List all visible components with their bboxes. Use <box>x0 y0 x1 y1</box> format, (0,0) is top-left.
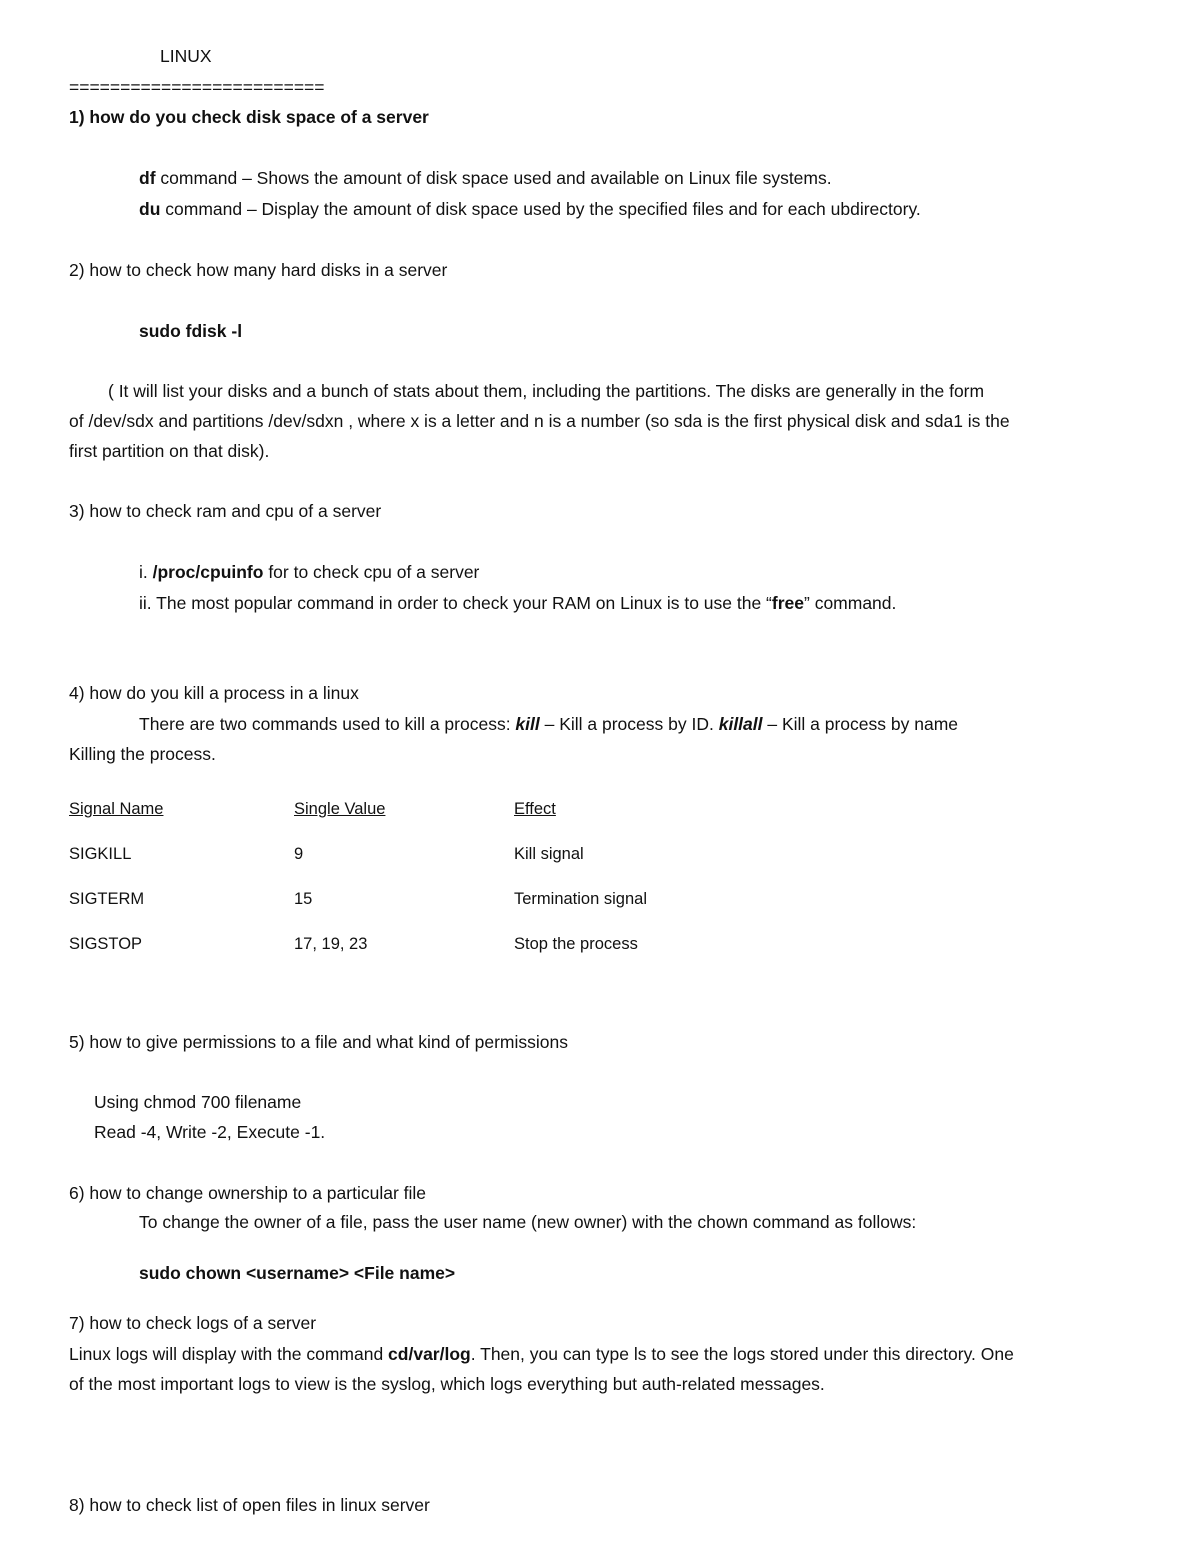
q3-item-1-command: /proc/cpuinfo <box>152 562 264 582</box>
q3-item-2-command: free <box>771 593 804 613</box>
table-cell: Termination signal <box>514 890 647 908</box>
q1-df-line <box>139 167 832 189</box>
q1-df-command: df <box>139 168 156 188</box>
q3-item-2-prefix: ii. The most popular command in order to check your RAM on Linux is to use the “ <box>139 593 772 613</box>
separator-line: ========================= <box>69 77 325 97</box>
question-7: 7) how to check logs of a server <box>69 1313 317 1333</box>
q3-item-2 <box>139 592 896 614</box>
table-cell: SIGSTOP <box>69 935 143 953</box>
question-3: 3) how to check ram and cpu of a server <box>69 501 382 521</box>
table-cell: 17, 19, 23 <box>294 935 368 953</box>
document-title: LINUX <box>160 46 212 66</box>
table-header-effect: Effect <box>514 800 556 818</box>
q3-item-2-suffix: ” command. <box>804 593 897 613</box>
q7-line-2: of the most important logs to view is the syslog, which logs everything but auth-related messages. <box>69 1374 825 1394</box>
q7-line-1 <box>69 1343 1014 1365</box>
table-cell: 15 <box>294 890 313 908</box>
q4-intro-text-a: There are two commands used to kill a process: <box>139 714 516 734</box>
table-cell: SIGKILL <box>69 845 132 863</box>
question-5: 5) how to give permissions to a file and what kind of permissions <box>69 1032 568 1052</box>
q6-description: To change the owner of a file, pass the user name (new owner) with the chown command as follows: <box>139 1212 917 1232</box>
question-8: 8) how to check list of open files in linux server <box>69 1495 430 1515</box>
question-1: 1) how do you check disk space of a server <box>69 107 429 127</box>
table-cell: Kill signal <box>514 845 584 863</box>
table-cell: SIGTERM <box>69 890 145 908</box>
q5-line-2: Read -4, Write -2, Execute -1. <box>94 1122 326 1142</box>
q2-note-line-1: ( It will list your disks and a bunch of stats about them, including the partitions. The disks are generally in the form <box>108 381 985 401</box>
q1-du-line <box>139 198 921 220</box>
q5-line-1: Using chmod 700 filename <box>94 1092 302 1112</box>
table-cell: Stop the process <box>514 935 638 953</box>
q3-item-1 <box>139 561 479 583</box>
q4-intro-line-2: Killing the process. <box>69 744 216 764</box>
q2-note-line-2: of /dev/sdx and partitions /dev/sdxn , where x is a letter and n is a number (so sda is the first physical disk and sda1 is the <box>69 411 1010 431</box>
table-cell: 9 <box>294 845 304 863</box>
q2-command: sudo fdisk -l <box>139 321 243 341</box>
table-header-signal-name: Signal Name <box>69 800 164 818</box>
q1-df-description: command – Shows the amount of disk space used and available on Linux file systems. <box>155 168 832 188</box>
q3-item-1-text: for to check cpu of a server <box>263 562 480 582</box>
q7-line-1-text-a: Linux logs will display with the command <box>69 1344 389 1364</box>
q4-killall-command: killall <box>718 714 763 734</box>
question-4: 4) how do you kill a process in a linux <box>69 683 359 703</box>
q4-kill-command: kill <box>515 714 540 734</box>
q1-du-description: command – Display the amount of disk space used by the specified files and for each ubdirectory. <box>160 199 921 219</box>
q6-command: sudo chown <username> <File name> <box>139 1263 456 1283</box>
question-6: 6) how to change ownership to a particular file <box>69 1183 427 1203</box>
q3-item-1-prefix: i. <box>139 562 153 582</box>
question-2: 2) how to check how many hard disks in a server <box>69 260 448 280</box>
q2-note-line-3: first partition on that disk). <box>69 441 270 461</box>
table-header-single-value: Single Value <box>294 800 386 818</box>
q7-command: cd/var/log <box>388 1344 471 1364</box>
q7-line-1-text-b: . Then, you can type ls to see the logs stored under this directory. One <box>470 1344 1014 1364</box>
q4-intro <box>139 713 958 735</box>
q4-intro-text-b: – Kill a process by ID. <box>539 714 719 734</box>
q4-intro-text-c: – Kill a process by name <box>762 714 959 734</box>
q1-du-command: du <box>139 199 161 219</box>
